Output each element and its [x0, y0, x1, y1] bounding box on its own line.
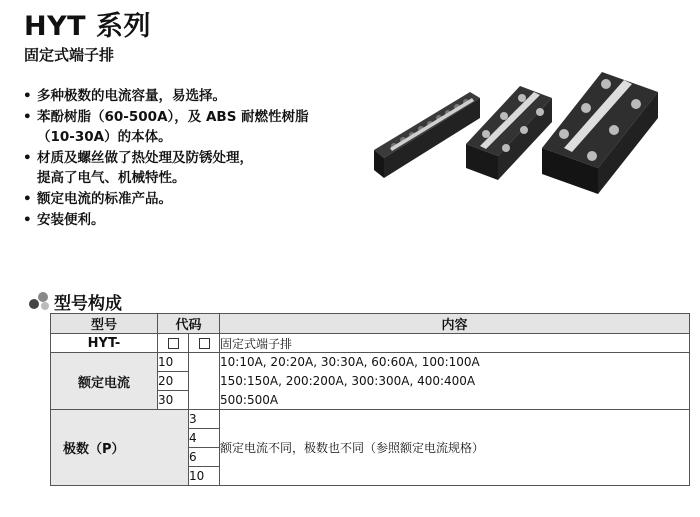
- feature-item-continued: （10-30A）的本体。: [37, 129, 172, 146]
- current-desc: 150:150A, 200:200A, 300:300A, 400:400A: [220, 372, 690, 391]
- table-header-row: [51, 314, 690, 334]
- model-content: 固定式端子排: [220, 334, 690, 353]
- header-model: 型号: [51, 314, 158, 334]
- header-content: 内容: [220, 314, 690, 334]
- feature-item: • 苯酚树脂（60-500A），及 ABS 耐燃性树脂: [22, 107, 309, 128]
- code-box-cell: [189, 334, 220, 353]
- code-placeholder-box: [199, 338, 210, 349]
- poles-code: 10: [189, 467, 220, 486]
- table-row: [51, 353, 690, 372]
- feature-item: • 额定电流的标准产品。: [22, 189, 309, 210]
- empty-cell: [189, 353, 220, 410]
- current-code: 20: [158, 372, 189, 391]
- model-spec-table: [50, 313, 690, 486]
- feature-item: • 安装便利。: [22, 210, 309, 231]
- code-box-cell: [158, 334, 189, 353]
- feature-item: • 材质及螺丝做了热处理及防锈处理，: [22, 148, 309, 169]
- code-placeholder-box: [168, 338, 179, 349]
- page-title: HYT 系列: [24, 11, 151, 42]
- poles-desc: 额定电流不同，极数也不同（参照额定电流规格）: [220, 410, 690, 486]
- current-code: 30: [158, 391, 189, 410]
- poles-code: 6: [189, 448, 220, 467]
- current-label: 额定电流: [51, 353, 158, 410]
- feature-item: • 多种极数的电流容量，易选择。: [22, 86, 309, 107]
- current-code: 10: [158, 353, 189, 372]
- current-desc: 500:500A: [220, 391, 690, 410]
- product-photo: [368, 68, 690, 198]
- table-row: [51, 334, 690, 353]
- section-title: 型号构成: [54, 294, 122, 314]
- feature-list: [22, 86, 309, 230]
- feature-item-continued: 提高了电气、机械特性。: [37, 170, 186, 187]
- header-code: 代码: [158, 314, 220, 334]
- poles-code: 3: [189, 410, 220, 429]
- section-dots-icon: [28, 291, 52, 311]
- poles-code: 4: [189, 429, 220, 448]
- model-label: HYT-: [51, 334, 158, 353]
- poles-label: 极数（P）: [51, 410, 189, 486]
- page-subtitle: 固定式端子排: [24, 46, 115, 64]
- table-row: [51, 410, 690, 429]
- current-desc: 10:10A, 20:20A, 30:30A, 60:60A, 100:100A: [220, 353, 690, 372]
- terminal-block-large: [542, 72, 658, 194]
- terminal-block-small: [374, 92, 480, 178]
